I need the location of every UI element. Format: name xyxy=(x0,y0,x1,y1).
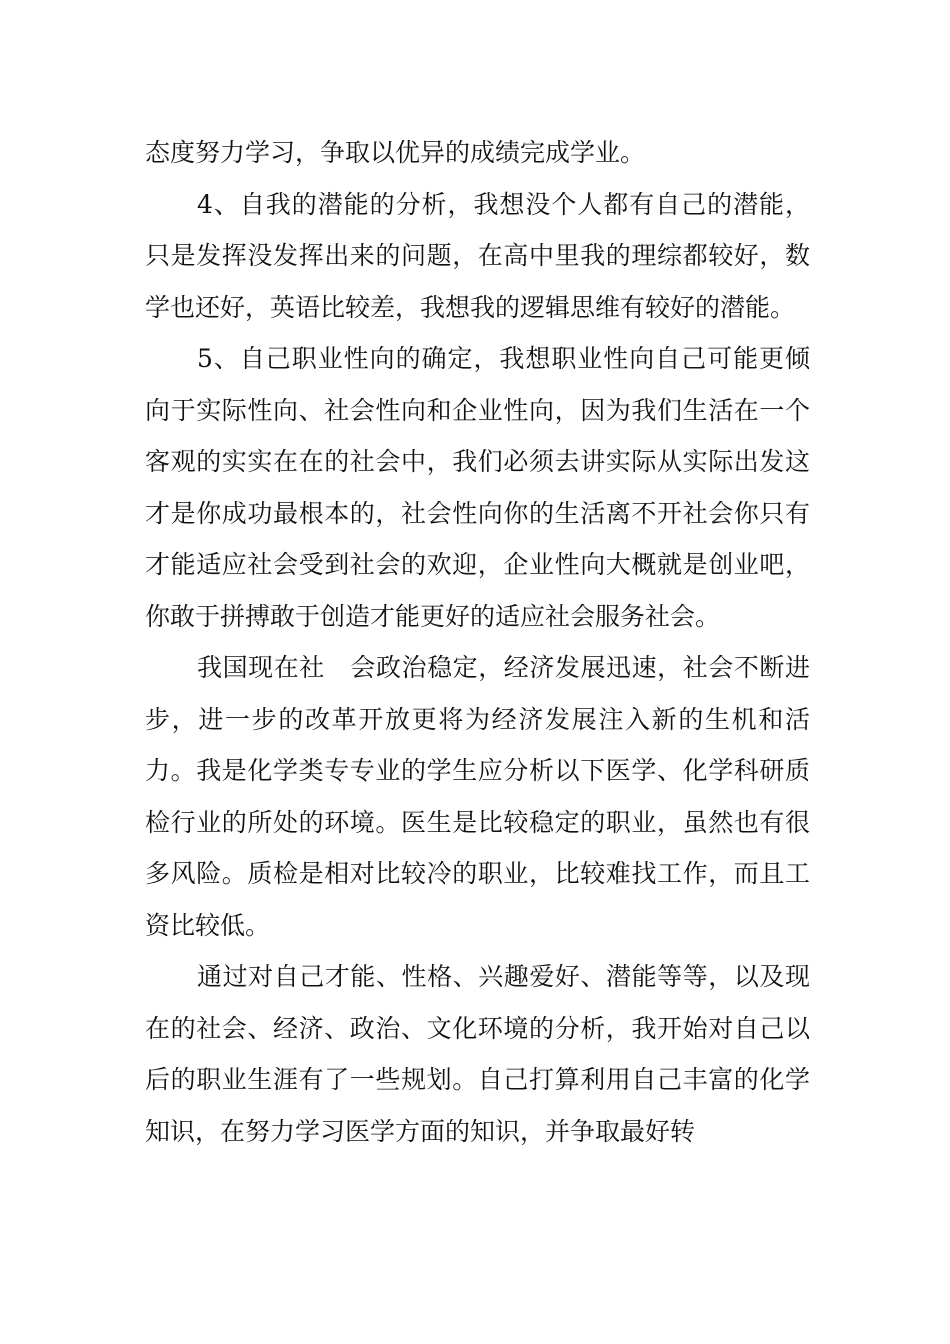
document-body xyxy=(145,127,810,1157)
paragraph-potential-analysis: 4、自我的潜能的分析，我想没个人都有自己的潜能，只是发挥没发挥出来的问题，在高中里我的理综都较好，数学也还好，英语比较差，我想我的逻辑思维有较好的潜能。 xyxy=(145,189,810,322)
paragraph-social-environment: 我国现在社 会政治稳定，经济发展迅速，社会不断进步，进一步的改革开放更将为经济发展注入新的生机和活力。我是化学类专专业的学生应分析以下医学、化学科研质检行业的所处的环境。医生是比较稳定的职业，虽然也有很多风险。质检是相对比较冷的职业，比较难找工作，而且工资比较低。 xyxy=(145,653,810,940)
paragraph-continuation: 态度努力学习，争取以优异的成绩完成学业。 xyxy=(145,138,646,167)
paragraph-career-planning: 通过对自己才能、性格、兴趣爱好、潜能等等，以及现在的社会、经济、政治、文化环境的分析，我开始对自己以后的职业生涯有了一些规划。自己打算利用自己丰富的化学知识，在努力学习医学方面的知识，并争取最好转 xyxy=(145,962,810,1146)
paragraph-career-orientation: 5、自己职业性向的确定，我想职业性向自己可能更倾向于实际性向、社会性向和企业性向，因为我们生活在一个客观的实实在在的社会中，我们必须去讲实际从实际出发这才是你成功最根本的，社会性向你的生活离不开社会你只有才能适应社会受到社会的欢迎，企业性向大概就是创业吧，你敢于拼搏敢于创造才能更好的适应社会服务社会。 xyxy=(145,344,810,631)
